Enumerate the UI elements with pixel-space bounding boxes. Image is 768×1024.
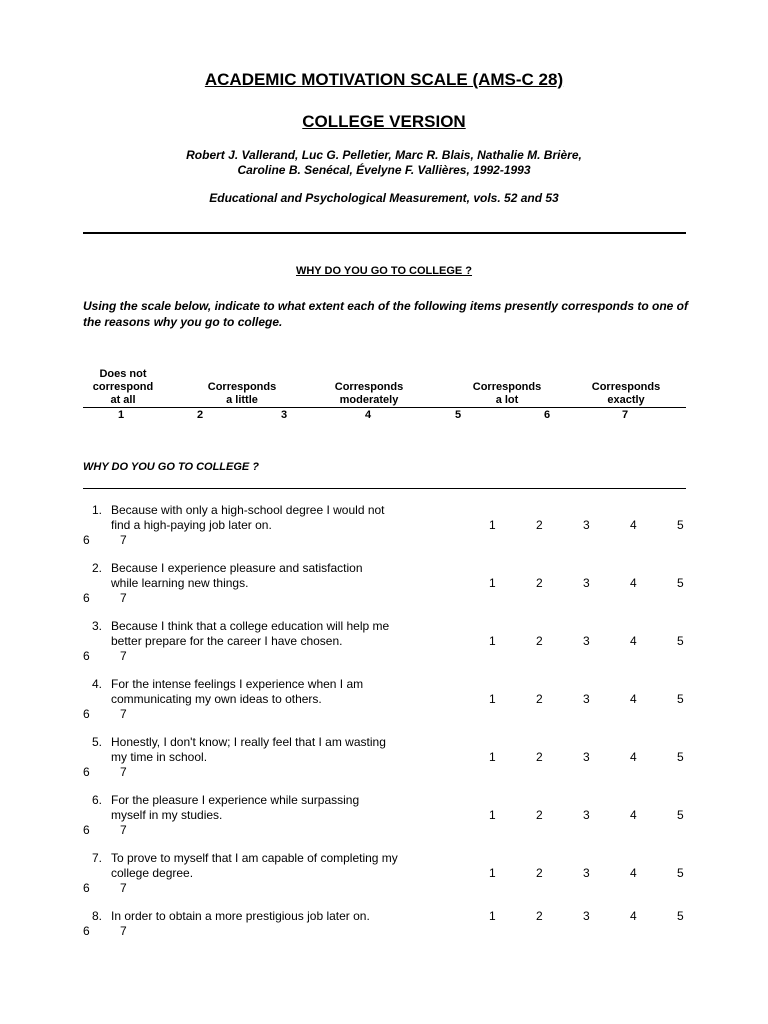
response-option[interactable]: 5 — [677, 750, 684, 764]
document-subtitle: COLLEGE VERSION — [302, 112, 466, 131]
response-option[interactable]: 2 — [536, 576, 543, 590]
response-option[interactable]: 3 — [583, 576, 590, 590]
response-option[interactable]: 6 — [83, 823, 90, 837]
instructions: Using the scale below, indicate to what extent each of the following items presently corresponds to one of the reasons why you go to college. — [83, 299, 688, 329]
item-text-line: For the intense feelings I experience when I am — [111, 677, 364, 691]
response-option[interactable]: 1 — [489, 634, 496, 648]
publication-citation: Educational and Psychological Measurement, vols. 52 and 53 — [209, 191, 559, 205]
scale-number: 3 — [281, 409, 288, 421]
response-option[interactable]: 1 — [489, 750, 496, 764]
response-option[interactable]: 1 — [489, 808, 496, 822]
response-option[interactable]: 4 — [630, 634, 637, 648]
response-option[interactable]: 1 — [489, 692, 496, 706]
header-divider — [83, 232, 686, 234]
response-option[interactable]: 5 — [677, 866, 684, 880]
response-option[interactable]: 6 — [83, 924, 90, 938]
authors-line-2: Caroline B. Senécal, Évelyne F. Vallières, 1992-1993 — [237, 163, 531, 177]
item-text-line: college degree. — [111, 866, 194, 880]
item-number: 7. — [92, 851, 103, 865]
item-text-line: Because I think that a college education will help me — [111, 619, 390, 633]
item-text-line: my time in school. — [111, 750, 208, 764]
response-option[interactable]: 1 — [489, 909, 496, 923]
scale-divider — [83, 407, 686, 408]
item-number: 8. — [92, 909, 103, 923]
section-divider — [83, 488, 686, 489]
response-option[interactable]: 3 — [583, 692, 590, 706]
response-option[interactable]: 4 — [630, 576, 637, 590]
item-text-line: better prepare for the career I have chosen. — [111, 634, 343, 648]
item-text-line: while learning new things. — [111, 576, 249, 590]
response-option[interactable]: 4 — [630, 808, 637, 822]
scale-anchor-1: Does not correspond at all — [92, 368, 154, 406]
response-option[interactable]: 3 — [583, 518, 590, 532]
item-text-line: In order to obtain a more prestigious job later on. — [111, 909, 370, 923]
response-option[interactable]: 6 — [83, 533, 90, 547]
response-option[interactable]: 3 — [583, 750, 590, 764]
scale-anchor-2: Corresponds a little — [207, 381, 277, 406]
item-number: 5. — [92, 735, 103, 749]
scale-number: 5 — [455, 409, 462, 421]
response-option[interactable]: 7 — [120, 533, 127, 547]
item-text-line: Honestly, I don't know; I really feel that I am wasting — [111, 735, 386, 749]
response-option[interactable]: 4 — [630, 692, 637, 706]
item-text-line: find a high-paying job later on. — [111, 518, 272, 532]
item-number: 3. — [92, 619, 103, 633]
document-title: ACADEMIC MOTIVATION SCALE (AMS-C 28) — [204, 70, 564, 89]
scale-anchor-3: Corresponds moderately — [334, 381, 404, 406]
response-option[interactable]: 4 — [630, 750, 637, 764]
response-option[interactable]: 5 — [677, 576, 684, 590]
item-text-line: Because I experience pleasure and satisfaction — [111, 561, 363, 575]
response-option[interactable]: 7 — [120, 881, 127, 895]
response-option[interactable]: 3 — [583, 866, 590, 880]
response-option[interactable]: 7 — [120, 765, 127, 779]
question-heading: WHY DO YOU GO TO COLLEGE ? — [295, 265, 473, 277]
scale-number: 6 — [544, 409, 551, 421]
response-option[interactable]: 6 — [83, 707, 90, 721]
response-option[interactable]: 7 — [120, 823, 127, 837]
item-text-line: To prove to myself that I am capable of completing my — [111, 851, 398, 865]
response-option[interactable]: 3 — [583, 909, 590, 923]
response-option[interactable]: 1 — [489, 866, 496, 880]
response-option[interactable]: 2 — [536, 866, 543, 880]
response-option[interactable]: 7 — [120, 707, 127, 721]
response-option[interactable]: 1 — [489, 576, 496, 590]
response-option[interactable]: 2 — [536, 808, 543, 822]
response-option[interactable]: 4 — [630, 518, 637, 532]
scale-number: 1 — [118, 409, 125, 421]
response-option[interactable]: 5 — [677, 909, 684, 923]
section-heading: WHY DO YOU GO TO COLLEGE ? — [83, 461, 260, 473]
response-option[interactable]: 7 — [120, 591, 127, 605]
response-option[interactable]: 6 — [83, 765, 90, 779]
response-option[interactable]: 7 — [120, 924, 127, 938]
item-number: 4. — [92, 677, 103, 691]
response-option[interactable]: 3 — [583, 808, 590, 822]
response-option[interactable]: 2 — [536, 518, 543, 532]
response-option[interactable]: 5 — [677, 808, 684, 822]
scale-number: 2 — [197, 409, 204, 421]
response-option[interactable]: 2 — [536, 692, 543, 706]
response-option[interactable]: 6 — [83, 649, 90, 663]
response-option[interactable]: 5 — [677, 518, 684, 532]
scale-anchor-5: Corresponds exactly — [591, 381, 661, 406]
response-option[interactable]: 1 — [489, 518, 496, 532]
item-text-line: myself in my studies. — [111, 808, 223, 822]
item-text-line: communicating my own ideas to others. — [111, 692, 322, 706]
scale-anchor-4: Corresponds a lot — [472, 381, 542, 406]
scale-number: 4 — [365, 409, 372, 421]
response-option[interactable]: 4 — [630, 866, 637, 880]
authors-line-1: Robert J. Vallerand, Luc G. Pelletier, Marc R. Blais, Nathalie M. Brière, — [186, 148, 582, 162]
response-option[interactable]: 7 — [120, 649, 127, 663]
scale-number: 7 — [622, 409, 629, 421]
response-option[interactable]: 2 — [536, 634, 543, 648]
response-option[interactable]: 6 — [83, 591, 90, 605]
response-option[interactable]: 5 — [677, 692, 684, 706]
response-option[interactable]: 4 — [630, 909, 637, 923]
response-option[interactable]: 5 — [677, 634, 684, 648]
response-option[interactable]: 3 — [583, 634, 590, 648]
response-option[interactable]: 2 — [536, 909, 543, 923]
item-number: 1. — [92, 503, 103, 517]
response-option[interactable]: 2 — [536, 750, 543, 764]
item-text-line: For the pleasure I experience while surpassing — [111, 793, 360, 807]
response-option[interactable]: 6 — [83, 881, 90, 895]
item-text-line: Because with only a high-school degree I would not — [111, 503, 385, 517]
item-number: 6. — [92, 793, 103, 807]
item-number: 2. — [92, 561, 103, 575]
